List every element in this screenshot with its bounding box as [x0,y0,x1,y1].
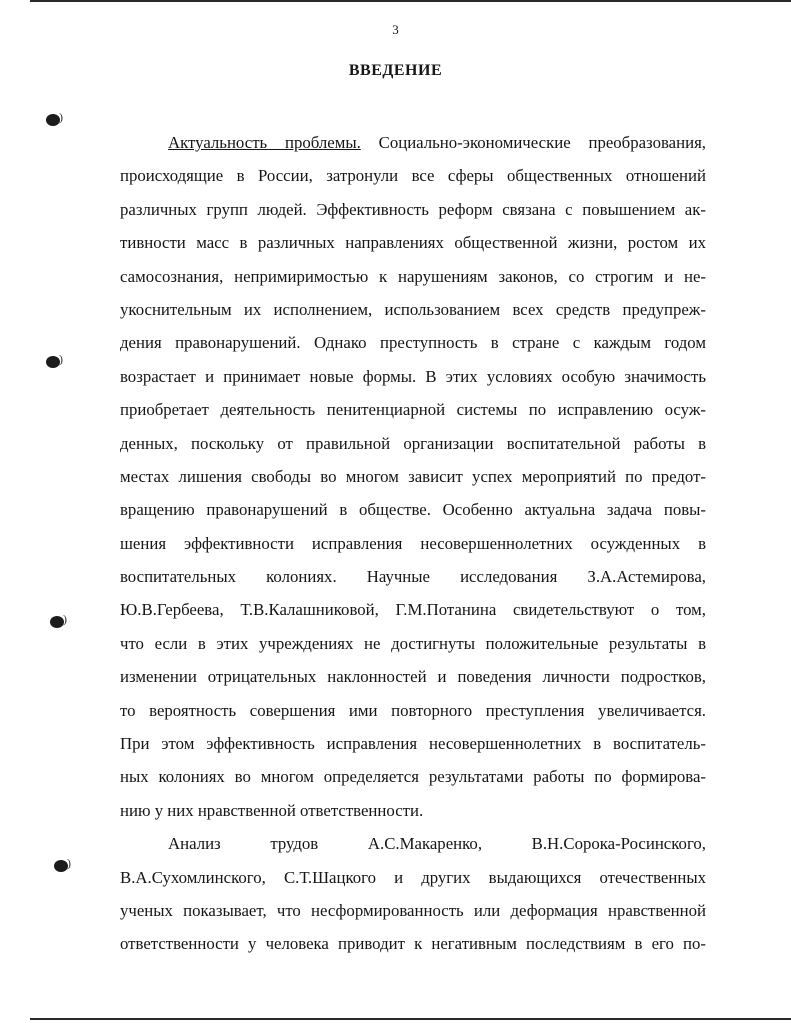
text-line: При этом эффективность исправления несовершеннолетних в воспитатель- [120,734,706,754]
text-line: Ю.В.Гербеева, Т.В.Калашниковой, Г.М.Потанина свидетельствуют о том, [120,600,706,620]
text-line: изменении отрицательных наклонностей и поведения личности подростков, [120,667,706,687]
binding-hole-mark [50,616,64,628]
text-line: воспитательных колониях. Научные исследования З.А.Астемирова, [120,567,706,587]
text-line: возрастает и принимает новые формы. В этих условиях особую значимость [120,366,706,386]
text-line: вращению правонарушений в обществе. Особенно актуальна задача повы- [120,500,706,520]
text-line: В.А.Сухомлинского, С.Т.Шацкого и других выдающихся отечественных [120,867,706,887]
binding-hole-mark [46,114,60,126]
text-line: шения эффективности исправления несовершеннолетних осужденных в [120,533,706,553]
text-line: приобретает деятельность пенитенциарной системы по исправлению осуж- [120,400,706,420]
text-line: местах лишения свободы во многом зависит успех мероприятий по предот- [120,466,706,486]
scan-bottom-edge [30,1018,791,1020]
binding-hole-mark [54,860,68,872]
page-title: ВВЕДЕНИЕ [348,62,443,79]
paragraph-last-line: нию у них нравственной ответственности. [120,800,424,820]
page-number: 3 [392,22,399,37]
text-line: денных, поскольку от правильной организации воспитательной работы в [120,433,706,453]
section-lead-label: Актуальность проблемы. [168,133,361,152]
text-line: самосознания, непримиримостью к нарушениям законов, со строгим и не- [120,266,706,286]
document-body [120,126,706,961]
text-line: укоснительным их исполнением, использованием всех средств предупреж- [120,299,706,319]
text-line: что если в этих учреждениях не достигнуты положительные результаты в [120,633,706,653]
text-line: тивности масс в различных направлениях общественной жизни, ростом их [120,233,706,253]
paragraph-first-line: Анализ трудов А.С.Макаренко, В.Н.Сорока-Росинского, [168,834,706,854]
text-line: дения правонарушений. Однако преступность в стране с каждым годом [120,333,706,353]
text-line: ответственности у человека приводит к негативным последствиям в его по- [120,934,706,954]
text-line: ученых показывает, что несформированность или деформация нравственной [120,900,706,920]
binding-hole-mark [46,356,60,368]
text-line: ных колониях во многом определяется результатами работы по формирова- [120,767,706,787]
scan-top-edge [30,0,791,2]
text-line: различных групп людей. Эффективность реформ связана с повышением ак- [120,199,706,219]
text-line: то вероятность совершения ими повторного преступления увеличивается. [120,700,706,720]
text-line: происходящие в России, затронули все сферы общественных отношений [120,166,706,186]
first-line-text: Социально-экономические преобразования, [360,133,707,152]
paragraph-first-line [120,126,706,159]
